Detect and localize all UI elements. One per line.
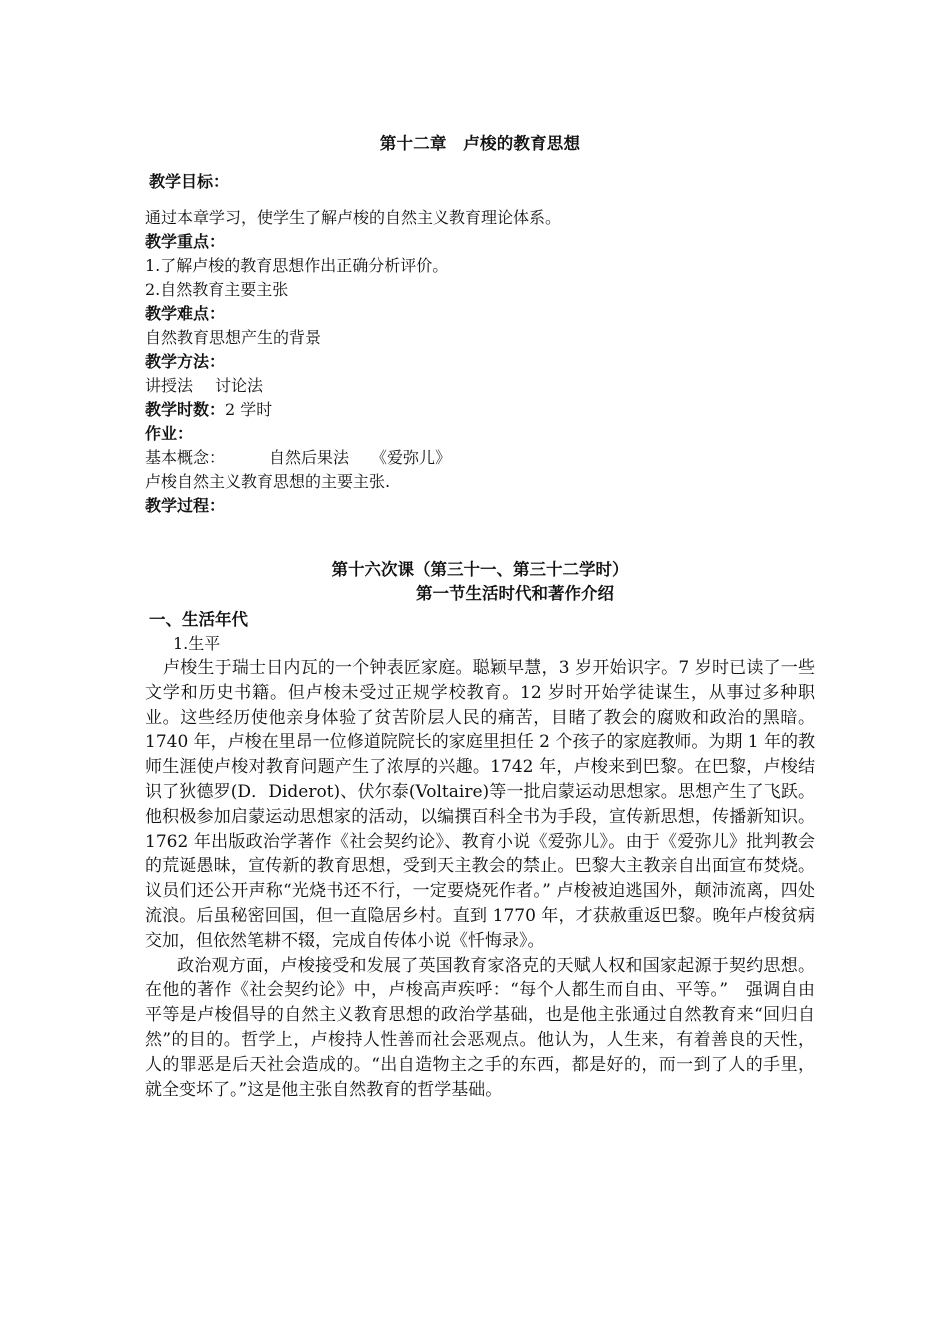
method-discussion: 讨论法 bbox=[215, 376, 264, 395]
goals-text: 通过本章学习，使学生了解卢梭的自然主义教育理论体系。 bbox=[145, 208, 562, 227]
goals-label: 教学目标： bbox=[149, 172, 230, 191]
difficulties-text: 自然教育思想产生的背景 bbox=[145, 328, 322, 347]
homework-concepts-line bbox=[145, 446, 815, 470]
lesson-title: 第十六次课（第三十一、第三十二学时） bbox=[331, 560, 629, 579]
homework-label: 作业： bbox=[145, 424, 194, 443]
hours-line bbox=[145, 398, 815, 422]
key-point-item: 1.了解卢梭的教育思想作出正确分析评价。 bbox=[145, 256, 449, 275]
concept-emile: 《爱弥儿》 bbox=[371, 448, 452, 467]
philosophy-paragraph: 政治观方面，卢梭接受和发展了英国教育家洛克的天赋人权和国家起源于契约思想。在他的著作《社会契约论》中，卢梭高声疾呼：“每个人都生而自由、平等。” 强调自由平等是卢梭倡导的自然主义教育思想的政治学基础，也是他主张通过自然教育来“回归自然”的目的。哲学上，卢梭持人性善而社会恶观点。他认为，人生来，有着善良的天性，人的罪恶是后天社会造成的。“出自造物主之手的东西，都是好的，而一到了人的手里，就全变坏了。”这是他主张自然教育的哲学基础。 bbox=[145, 955, 815, 1100]
methods-label: 教学方法： bbox=[145, 352, 226, 371]
hours-label: 教学时数： bbox=[145, 400, 226, 419]
hours-value: 2 学时 bbox=[225, 400, 273, 419]
difficulties-label: 教学难点： bbox=[145, 304, 226, 323]
method-lecture: 讲授法 bbox=[145, 376, 194, 395]
key-point-item: 2.自然教育主要主张 bbox=[145, 280, 289, 299]
part-title: 一、生活年代 bbox=[149, 610, 248, 629]
key-points-label: 教学重点： bbox=[145, 232, 226, 251]
concept-label: 基本概念： bbox=[145, 448, 226, 467]
biography-paragraph: 卢梭生于瑞士日内瓦的一个钟表匠家庭。聪颖早慧，3 岁开始识字。7 岁时已读了一些文学和历史书籍。但卢梭未受过正规学校教育。12 岁时开始学徒谋生，从事过多种职业。这些经历使他亲身体验了贫苦阶层人民的痛苦，目睹了教会的腐败和政治的黑暗。1740 年，卢梭在里昂一位修道院院长的家庭里担任 2 个孩子的家庭教师。为期 1 年的教师生涯使卢梭对教育问题产生了浓厚的兴趣。1742 年，卢梭来到巴黎。在巴黎，卢梭结识了狄德罗(D．Diderot)、伏尔泰(Voltaire)等一批启蒙运动思想家。思想产生了飞跃。他积极参加启蒙运动思想家的活动，以编撰百科全书为手段，宣传新思想，传播新知识。1762 年出版政治学著作《社会契约论》、教育小说《爱弥儿》。由于《爱弥儿》批判教会的荒诞愚昧，宣传新的教育思想，受到天主教会的禁止。巴黎大主教亲自出面宣布焚烧。议员们还公开声称“光烧书还不行，一定要烧死作者。” 卢梭被迫逃国外，颠沛流离，四处流浪。后虽秘密回国，但一直隐居乡村。直到 1770 年，才获赦重返巴黎。晚年卢梭贫病交加，但依然笔耕不辍，完成自传体小说《忏悔录》。 bbox=[145, 658, 815, 951]
concept-natural-consequence: 自然后果法 bbox=[269, 448, 350, 467]
chapter-title: 第十二章 卢梭的教育思想 bbox=[379, 134, 581, 153]
process-label: 教学过程： bbox=[145, 496, 226, 515]
section-title: 第一节生活时代和著作介绍 bbox=[416, 584, 614, 603]
subpoint-title: 1.生平 bbox=[173, 634, 221, 653]
homework-line2: 卢梭自然主义教育思想的主要主张. bbox=[145, 472, 391, 491]
methods-line bbox=[145, 374, 815, 398]
document-body bbox=[145, 132, 815, 1102]
section-gap bbox=[145, 518, 815, 558]
